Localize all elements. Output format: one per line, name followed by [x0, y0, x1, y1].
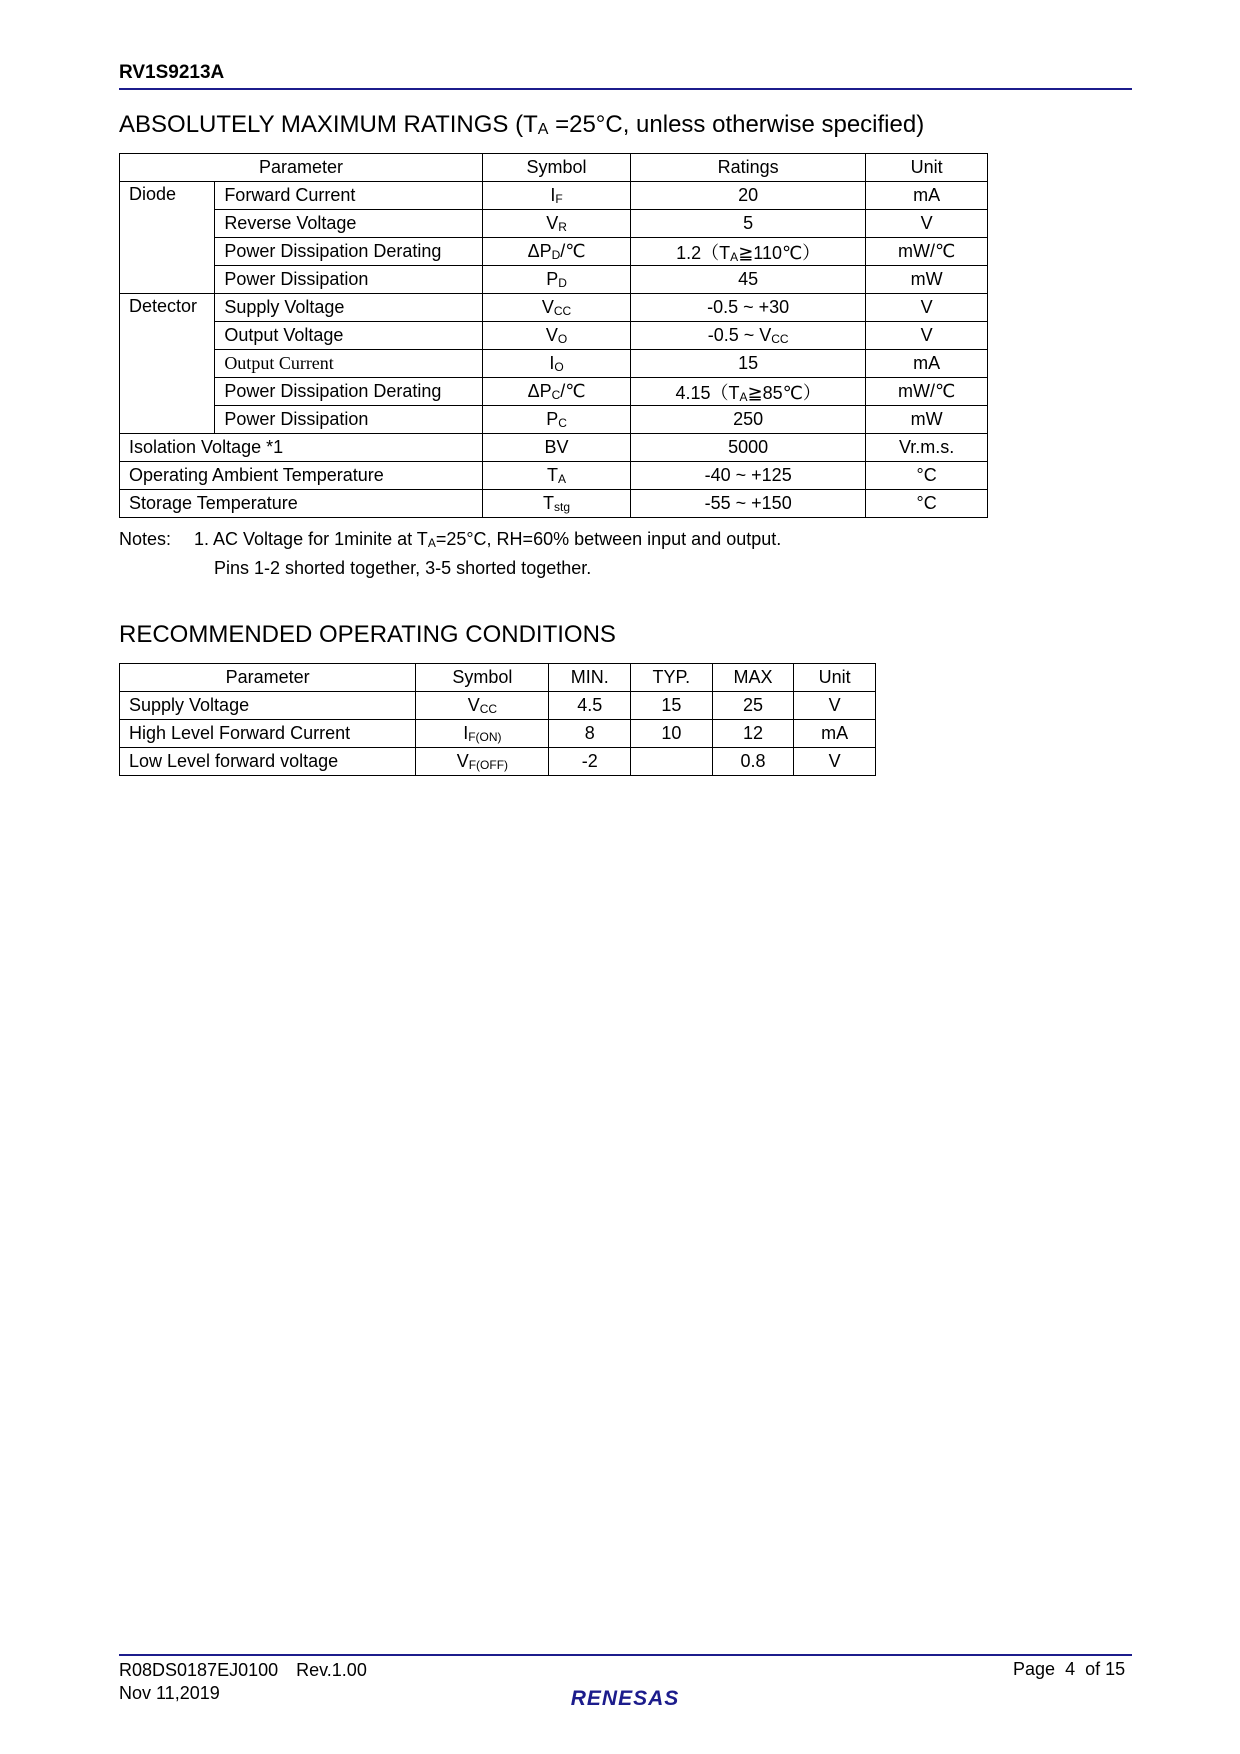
- unit-cell: mA: [866, 350, 988, 378]
- unit-cell: Vr.m.s.: [866, 434, 988, 462]
- rating-cell: $1.2(T_A≧110℃)$: [631, 238, 866, 266]
- rating-cell: 5000: [631, 434, 866, 462]
- table-row: [120, 210, 988, 238]
- unit-cell: mW/℃: [866, 378, 988, 406]
- rating-cell: 20: [631, 182, 866, 210]
- table-row: [120, 434, 988, 462]
- note-1: Notes: 1. AC Voltage for 1minite at $T_A=25^\circ C$, RH=60% between input and output.: [119, 527, 781, 556]
- unit-cell: °C: [866, 490, 988, 518]
- col-header: Parameter: [120, 664, 416, 692]
- table-header-row: [120, 154, 988, 182]
- param-cell: Operating Ambient Temperature: [120, 462, 483, 490]
- symbol-cell: $V_{CC}$: [416, 692, 549, 720]
- param-cell: Forward Current: [215, 182, 483, 210]
- table-row: [120, 490, 988, 518]
- rec-op-table: [119, 663, 876, 776]
- typ-cell: 15: [631, 692, 713, 720]
- unit-cell: V: [866, 294, 988, 322]
- col-header: Symbol: [483, 154, 631, 182]
- param-cell: Power Dissipation Derating: [215, 238, 483, 266]
- param-cell: Power Dissipation: [215, 266, 483, 294]
- unit-cell: °C: [866, 462, 988, 490]
- max-cell: 25: [712, 692, 794, 720]
- symbol-cell: $I_{F(ON)}$: [416, 720, 549, 748]
- param-cell: Output Current: [215, 350, 483, 378]
- unit-cell: mA: [866, 182, 988, 210]
- col-header: Unit: [794, 664, 876, 692]
- rating-cell: 250: [631, 406, 866, 434]
- symbol-cell: $V_{F(OFF)}$: [416, 748, 549, 776]
- note-1-continued: Pins 1-2 shorted together, 3-5 shorted together.: [214, 558, 592, 578]
- symbol-cell: $T_A$: [483, 462, 631, 490]
- table-row: [120, 378, 988, 406]
- table-row: [120, 462, 988, 490]
- col-header: Parameter: [120, 154, 483, 182]
- min-cell: -2: [549, 748, 631, 776]
- symbol-cell: $V_R$: [483, 210, 631, 238]
- table-row: [120, 294, 988, 322]
- renesas-logo: [550, 1683, 700, 1713]
- typ-cell: [631, 748, 713, 776]
- param-cell: High Level Forward Current: [120, 720, 416, 748]
- col-header: Ratings: [631, 154, 866, 182]
- symbol-cell: $T_{stg}$: [483, 490, 631, 518]
- symbol-cell: $\Delta P_C/℃$: [483, 378, 631, 406]
- footer-rule: [119, 1654, 1132, 1656]
- table-row: [120, 692, 876, 720]
- table-header-row: [120, 664, 876, 692]
- table-row: [120, 748, 876, 776]
- page-number: Page 4 of 15: [1013, 1659, 1126, 1679]
- table-row: [120, 406, 988, 434]
- param-cell: Low Level forward voltage: [120, 748, 416, 776]
- table-row: [120, 266, 988, 294]
- param-cell: Isolation Voltage *1: [120, 434, 483, 462]
- issue-date: Nov 11,2019: [119, 1683, 220, 1703]
- symbol-cell: $P_C$: [483, 406, 631, 434]
- param-cell: Reverse Voltage: [215, 210, 483, 238]
- max-cell: 12: [712, 720, 794, 748]
- param-cell: Supply Voltage: [215, 294, 483, 322]
- table-row: [120, 182, 988, 210]
- typ-cell: 10: [631, 720, 713, 748]
- symbol-cell: $I_O$: [483, 350, 631, 378]
- unit-cell: V: [794, 748, 876, 776]
- notes: [119, 527, 781, 581]
- unit-cell: mA: [794, 720, 876, 748]
- col-header: TYP.: [631, 664, 713, 692]
- symbol-cell: $P_D$: [483, 266, 631, 294]
- unit-cell: mW/℃: [866, 238, 988, 266]
- unit-cell: mW: [866, 266, 988, 294]
- symbol-cell: $I_F$: [483, 182, 631, 210]
- table-row: [120, 350, 988, 378]
- group-diode: Diode: [120, 182, 215, 294]
- rec-op-title: RECOMMENDED OPERATING CONDITIONS: [119, 621, 616, 648]
- rating-cell: -55 ~ +150: [631, 490, 866, 518]
- rating-cell: $4.15(T_A≧85℃)$: [631, 378, 866, 406]
- table-row: [120, 720, 876, 748]
- min-cell: 8: [549, 720, 631, 748]
- unit-cell: V: [866, 322, 988, 350]
- symbol-cell: $V_{CC}$: [483, 294, 631, 322]
- col-header: Symbol: [416, 664, 549, 692]
- param-cell: Power Dissipation: [215, 406, 483, 434]
- param-cell: Storage Temperature: [120, 490, 483, 518]
- min-cell: 4.5: [549, 692, 631, 720]
- symbol-cell: $V_O$: [483, 322, 631, 350]
- col-header: MIN.: [549, 664, 631, 692]
- rating-cell: -40 ~ +125: [631, 462, 866, 490]
- rating-cell: -0.5 ~ $V_{CC}$: [631, 322, 866, 350]
- rating-cell: 5: [631, 210, 866, 238]
- notes-label: Notes:: [119, 529, 172, 549]
- max-cell: 0.8: [712, 748, 794, 776]
- document-id: RV1S9213A: [119, 62, 225, 83]
- header-rule: [119, 88, 1132, 90]
- unit-cell: V: [866, 210, 988, 238]
- table-row: [120, 322, 988, 350]
- param-cell: Output Voltage: [215, 322, 483, 350]
- rating-cell: 15: [631, 350, 866, 378]
- rating-cell: -0.5 ~ +30: [631, 294, 866, 322]
- revision: Rev.1.00: [296, 1660, 367, 1680]
- rating-cell: 45: [631, 266, 866, 294]
- unit-cell: mW: [866, 406, 988, 434]
- param-cell: Supply Voltage: [120, 692, 416, 720]
- group-detector: Detector: [120, 294, 215, 434]
- symbol-cell: BV: [483, 434, 631, 462]
- symbol-cell: $\Delta P_D/℃$: [483, 238, 631, 266]
- table-row: [120, 238, 988, 266]
- abs-max-title: ABSOLUTELY MAXIMUM RATINGS ($T_A =25^\circ C$, unless otherwise specified): [119, 111, 925, 138]
- doc-code: R08DS0187EJ0100: [119, 1660, 279, 1680]
- footer-left: [119, 1659, 367, 1705]
- unit-cell: V: [794, 692, 876, 720]
- logo-text: RENESAS: [570, 1687, 680, 1710]
- param-cell: Power Dissipation Derating: [215, 378, 483, 406]
- abs-max-table: [119, 153, 988, 518]
- col-header: MAX: [712, 664, 794, 692]
- col-header: Unit: [866, 154, 988, 182]
